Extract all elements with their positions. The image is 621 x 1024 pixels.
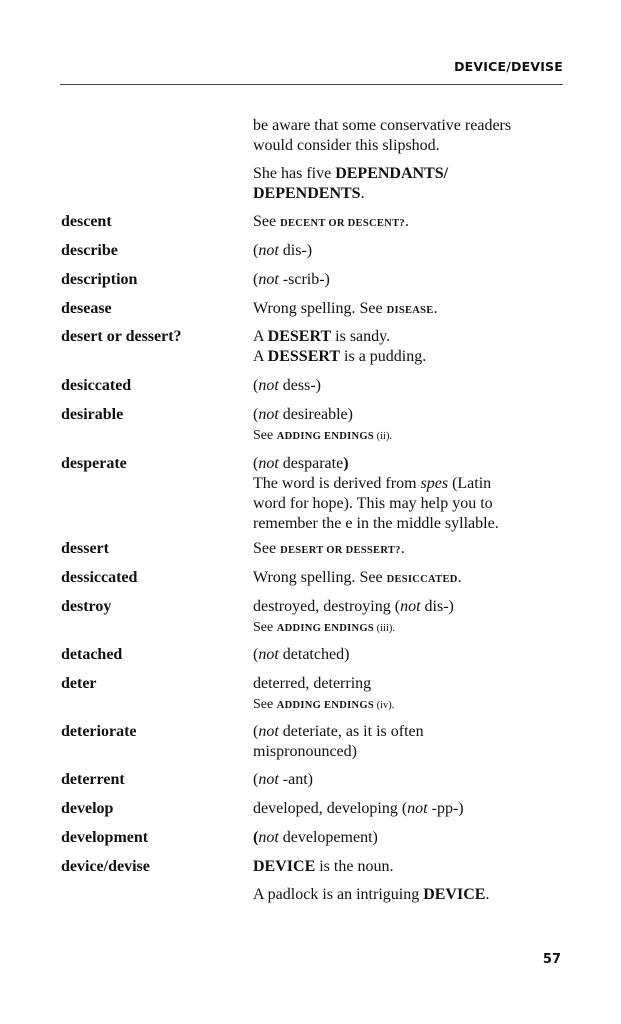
entry-term: desease	[61, 300, 112, 317]
punctuation: .	[485, 886, 490, 903]
entry-term: description	[61, 271, 138, 288]
section-number: (iii).	[373, 623, 395, 634]
paren: (	[253, 377, 259, 394]
not-label: not	[258, 271, 279, 288]
definition-text: developed, developing (	[253, 800, 408, 817]
entry-definition	[253, 270, 563, 290]
definition-text: The word is derived from	[253, 475, 421, 492]
entry-definition	[253, 645, 563, 665]
paren: (	[253, 271, 259, 288]
example-text: A padlock is an intriguing	[253, 886, 424, 903]
example-keyword: DEPENDANTS/	[335, 165, 449, 182]
entry-definition	[253, 241, 563, 261]
cross-reference: DESICCATED	[386, 574, 458, 585]
cross-reference: DISEASE	[386, 305, 434, 316]
definition-text: dis-)	[278, 242, 313, 259]
entry-term: destroy	[61, 598, 112, 615]
definition-text: is a pudding.	[340, 348, 427, 365]
entry-definition	[253, 454, 563, 534]
header-rule	[60, 84, 563, 85]
definition-line: deterred, deterring	[253, 675, 372, 692]
entry-definition	[253, 539, 563, 561]
paren: (	[253, 723, 259, 740]
entry-term: development	[61, 829, 149, 846]
not-label: not	[258, 771, 279, 788]
continuation-line: would consider this slipshod.	[253, 137, 440, 154]
paren: (	[253, 646, 259, 663]
definition-text: Wrong spelling. See	[253, 300, 387, 317]
not-label: not	[400, 598, 421, 615]
paren: (	[253, 455, 259, 472]
latin-word: spes	[420, 475, 449, 492]
example-line	[253, 184, 563, 204]
entry-definition	[253, 405, 563, 447]
definition-text: -ant)	[278, 771, 313, 788]
entry-term: desirable	[61, 406, 124, 423]
not-label: not	[258, 455, 279, 472]
example-line	[253, 164, 563, 184]
keyword: DESSERT	[267, 348, 341, 365]
definition-text: dess-)	[278, 377, 321, 394]
entry-term: dessiccated	[61, 569, 138, 586]
see-text: See	[253, 697, 277, 712]
definition-text: destroyed, destroying (	[253, 598, 401, 615]
keyword: DEVICE	[423, 886, 486, 903]
entry-term: deter	[61, 675, 97, 692]
not-label: not	[258, 242, 279, 259]
example-text: .	[360, 185, 365, 202]
continuation-line: be aware that some conservative readers	[253, 117, 512, 134]
definition-text: desireable)	[278, 406, 353, 423]
see-text: See	[253, 213, 281, 230]
entry-definition	[253, 376, 563, 396]
entry-definition	[253, 327, 563, 367]
entry-definition	[253, 857, 563, 905]
entry-term: detached	[61, 646, 123, 663]
cross-reference: ADDING ENDINGS	[276, 700, 374, 711]
page-number: 57	[542, 952, 561, 967]
paren: )	[343, 455, 349, 472]
section-number: (ii).	[373, 431, 393, 442]
paren: (	[253, 406, 259, 423]
cross-reference: ADDING ENDINGS	[276, 431, 374, 442]
not-label: not	[258, 377, 279, 394]
not-label: not	[258, 406, 279, 423]
not-label: not	[258, 829, 279, 846]
cross-reference: DECENT OR DESCENT?	[280, 218, 405, 229]
definition-text: is sandy.	[331, 328, 391, 345]
punctuation: .	[400, 540, 405, 557]
entry-definition	[253, 212, 563, 234]
not-label: not	[407, 800, 428, 817]
keyword: DESERT	[267, 328, 332, 345]
entry-term: desiccated	[61, 377, 132, 394]
running-head: DEVICE/DEVISE	[454, 59, 563, 74]
definition-text: Wrong spelling. See	[253, 569, 387, 586]
entry-term: desperate	[61, 455, 127, 472]
definition-text: -scrib-)	[278, 271, 330, 288]
definition-text: developement)	[278, 829, 378, 846]
entry-definition	[253, 674, 563, 716]
punctuation: .	[457, 569, 462, 586]
definition-text: (Latin	[448, 475, 492, 492]
definition-text: deteriate, as it is often	[278, 723, 424, 740]
cross-reference: DESERT OR DESSERT?	[280, 545, 401, 556]
entry-term: deterrent	[61, 771, 125, 788]
entry-definition	[253, 568, 563, 590]
entry-term: descent	[61, 213, 112, 230]
definition-line: mispronounced)	[253, 743, 357, 760]
paren: (	[253, 242, 259, 259]
entry-term: desert or dessert?	[61, 328, 182, 345]
definition-text: desparate	[278, 455, 344, 472]
definition-text: -pp-)	[427, 800, 464, 817]
entry-definition	[253, 597, 563, 639]
see-text: See	[253, 540, 281, 557]
entry-definition	[253, 299, 563, 321]
definition-text: dis-)	[420, 598, 454, 615]
continuation-text	[253, 116, 563, 204]
definition-text: is the noun.	[315, 858, 394, 875]
entry-definition	[253, 722, 563, 762]
definition-text: A	[253, 348, 268, 365]
cross-reference: ADDING ENDINGS	[276, 623, 374, 634]
punctuation: .	[404, 213, 409, 230]
entry-term: develop	[61, 800, 114, 817]
paren: (	[253, 829, 259, 846]
see-text: See	[253, 428, 277, 443]
not-label: not	[258, 723, 279, 740]
entry-term: deteriorate	[61, 723, 137, 740]
entry-definition	[253, 828, 563, 848]
entry-definition	[253, 770, 563, 790]
not-label: not	[258, 646, 279, 663]
section-number: (iv).	[373, 700, 395, 711]
punctuation: .	[433, 300, 438, 317]
keyword: DEVICE	[253, 858, 316, 875]
entry-definition	[253, 799, 563, 819]
definition-text: A	[253, 328, 268, 345]
definition-line: remember the e in the middle syllable.	[253, 515, 499, 532]
entry-term: device/devise	[61, 858, 150, 875]
see-text: See	[253, 620, 277, 635]
entry-term: dessert	[61, 540, 109, 557]
definition-text: detatched)	[278, 646, 350, 663]
example-keyword: DEPENDENTS	[253, 185, 361, 202]
definition-line: word for hope). This may help you to	[253, 495, 493, 512]
paren: (	[253, 771, 259, 788]
entry-term: describe	[61, 242, 118, 259]
example-text: She has five	[253, 165, 336, 182]
